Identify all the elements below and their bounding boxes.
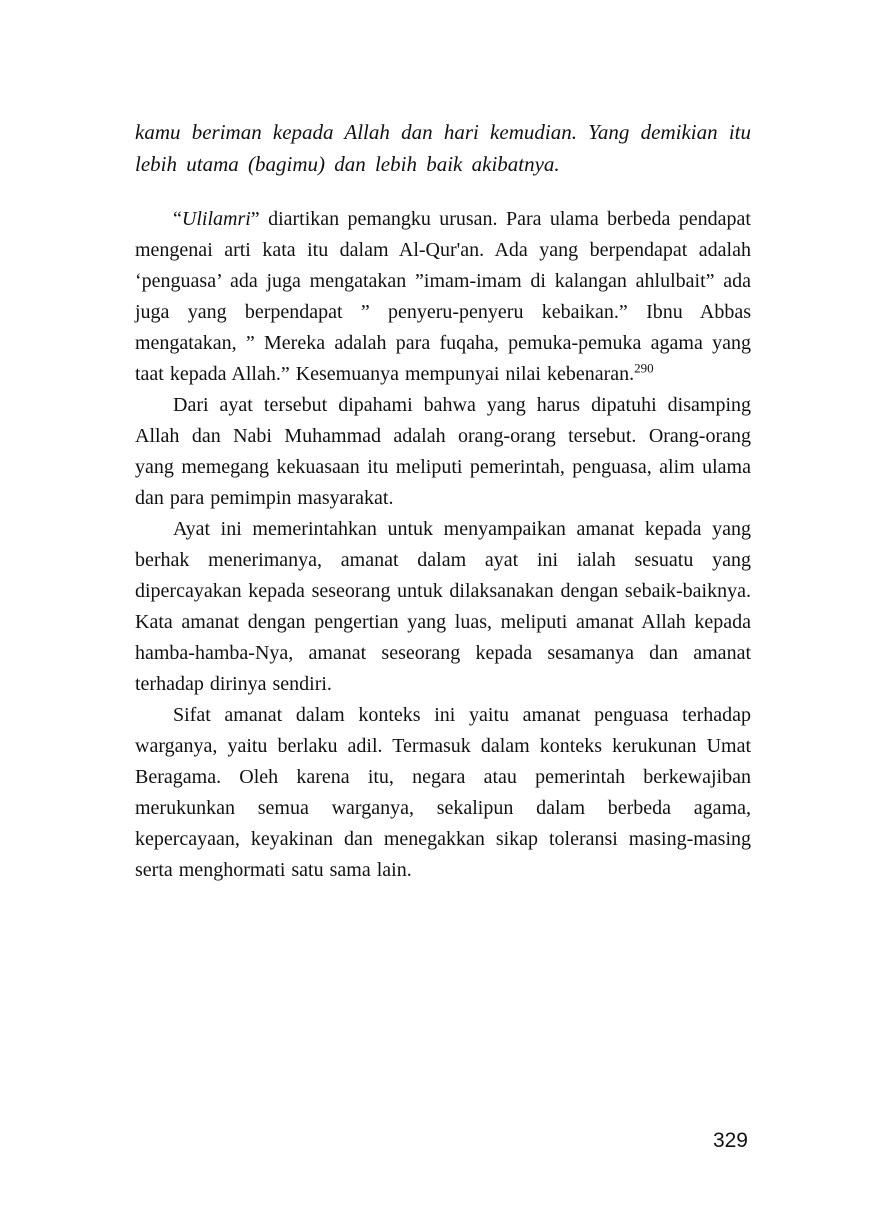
paragraph-dari-ayat: Dari ayat tersebut dipahami bahwa yang harus dipatuhi disamping Allah dan Nabi Muhammad adalah orang-orang tersebut. Orang-orang yang memegang kekuasaan itu meliputi pemerintah, penguasa, alim ulama dan para pemimpin masyarakat. (135, 394, 751, 509)
footnote-ref-290: 290 (634, 360, 654, 376)
term-ulilamri: Ulilamri (181, 208, 251, 230)
page-body (135, 116, 751, 886)
open-quote: “ (173, 208, 182, 230)
paragraph-sifat-amanat: Sifat amanat dalam konteks ini yaitu amanat penguasa terhadap warganya, yaitu berlaku adil. Termasuk dalam konteks kerukunan Umat Beragama. Oleh karena itu, negara atau pemerintah berkewajiban merukunkan semua warganya, sekalipun dalam berbeda agama, kepercayaan, keyakinan dan menegakkan sikap toleransi masing-masing serta menghormati satu sama lain. (135, 704, 751, 881)
paragraph-ulilamri-text: diartikan pemangku urusan. Para ulama berbeda pendapat mengenai arti kata itu dalam Al-Qur'an. Ada yang berpendapat adalah ‘penguasa’ ada juga mengatakan ”imam-imam di kalangan ahlulbait” ada juga yang berpendapat ” penyeru-penyeru kebaikan.” Ibnu Abbas mengatakan, ” Mereka adalah para fuqaha, pemuka-pemuka agama yang taat kepada Allah.” Kesemuanya mempunyai nilai kebenaran. (135, 208, 751, 385)
page-number: 329 (712, 1129, 748, 1152)
close-quote: ” (250, 208, 260, 230)
verse-translation-excerpt: kamu beriman kepada Allah dan hari kemudian. Yang demikian itu lebih utama (bagimu) dan lebih baik akibatnya. (135, 120, 751, 176)
paragraph-ulilamri (135, 204, 751, 390)
paragraph-ayat-ini: Ayat ini memerintahkan untuk menyampaikan amanat kepada yang berhak menerimanya, amanat dalam ayat ini ialah sesuatu yang dipercayakan kepada seseorang untuk dilaksanakan dengan sebaik-baiknya. Kata amanat dengan pengertian yang luas, meliputi amanat Allah kepada hamba-hamba-Nya, amanat seseorang kepada sesamanya dan amanat terhadap dirinya sendiri. (135, 518, 751, 695)
